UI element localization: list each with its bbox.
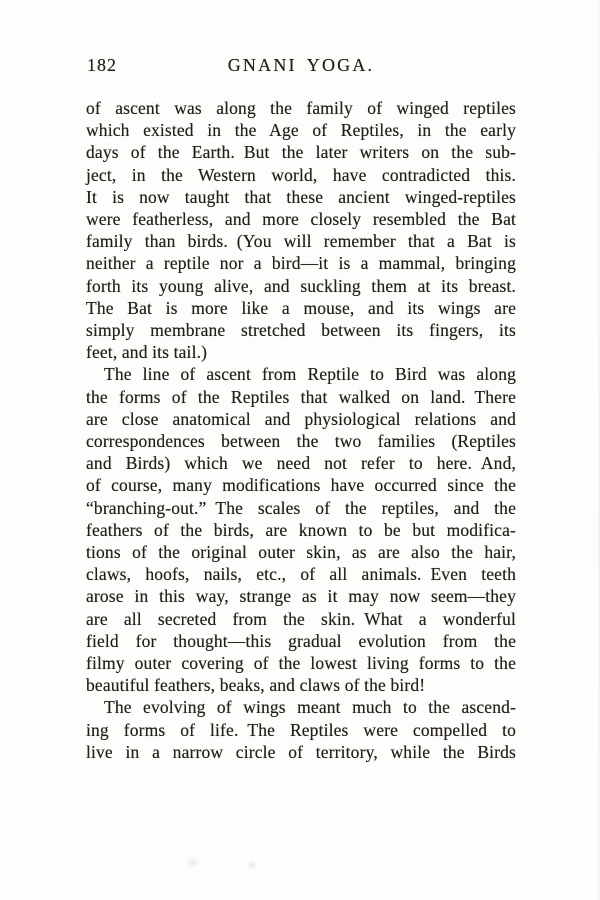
text-line: feathers of the birds, are known to be but modifica- xyxy=(86,519,516,540)
text-line: were featherless, and more closely resembled the Bat xyxy=(86,209,516,230)
text-line: of course, many modifications have occurred since the xyxy=(86,475,516,496)
text-line: neither a reptile nor a bird—it is a mammal, bringing xyxy=(86,253,516,274)
text-line: filmy outer covering of the lowest living forms to the xyxy=(86,653,516,674)
text-line: feet, and its tail.) xyxy=(86,342,208,363)
text-line: family than birds. (You will remember that a Bat is xyxy=(86,231,516,252)
text-line: are all secreted from the skin. What a wonderful xyxy=(86,608,516,629)
text-line: simply membrane stretched between its fingers, its xyxy=(86,320,516,341)
page-number: 182 xyxy=(87,55,117,75)
text-line: ing forms of life. The Reptiles were compelled to xyxy=(86,719,516,740)
text-line: of ascent was along the family of winged reptiles xyxy=(86,98,516,118)
text-line: live in a narrow circle of territory, while the Birds xyxy=(86,741,516,762)
text-line: and Birds) which we need not refer to here. And, xyxy=(86,453,516,474)
text-line: forth its young alive, and suckling them at its breast. xyxy=(86,275,516,296)
text-line: beautiful feathers, beaks, and claws of the bird! xyxy=(86,675,426,696)
text-line: arose in this way, strange as it may now seem—they xyxy=(86,586,516,607)
text-line: The line of ascent from Reptile to Bird was along xyxy=(104,364,516,385)
paragraph xyxy=(86,363,516,696)
text-line: The evolving of wings meant much to the ascend- xyxy=(104,697,516,718)
text-line: tions of the original outer skin, as are also the hair, xyxy=(86,542,516,563)
text-line: claws, hoofs, nails, etc., of all animals. Even teeth xyxy=(86,564,516,585)
text-line: are close anatomical and physiological relations and xyxy=(86,408,516,429)
text-line: It is now taught that these ancient winged-reptiles xyxy=(86,186,516,207)
text-line: The Bat is more like a mouse, and its wings are xyxy=(86,297,516,318)
text-line: correspondences between the two families (Reptiles xyxy=(86,431,516,452)
text-line: which existed in the Age of Reptiles, in the early xyxy=(86,120,516,141)
text-line: field for thought—this gradual evolution from the xyxy=(86,630,516,651)
text-line: days of the Earth. But the later writers on the sub- xyxy=(86,142,516,163)
page-body xyxy=(86,97,516,763)
scan-smudge xyxy=(186,856,200,868)
paragraph xyxy=(86,696,516,763)
scan-smudge xyxy=(246,860,258,870)
text-line: ject, in the Western world, have contradicted this. xyxy=(86,164,516,185)
paragraph xyxy=(86,97,516,363)
page-header xyxy=(86,55,516,77)
text-line: “branching-out.” The scales of the reptiles, and the xyxy=(86,497,516,518)
running-head-title: GNANI YOGA. xyxy=(227,55,375,75)
text-line: the forms of the Reptiles that walked on land. There xyxy=(86,386,516,407)
